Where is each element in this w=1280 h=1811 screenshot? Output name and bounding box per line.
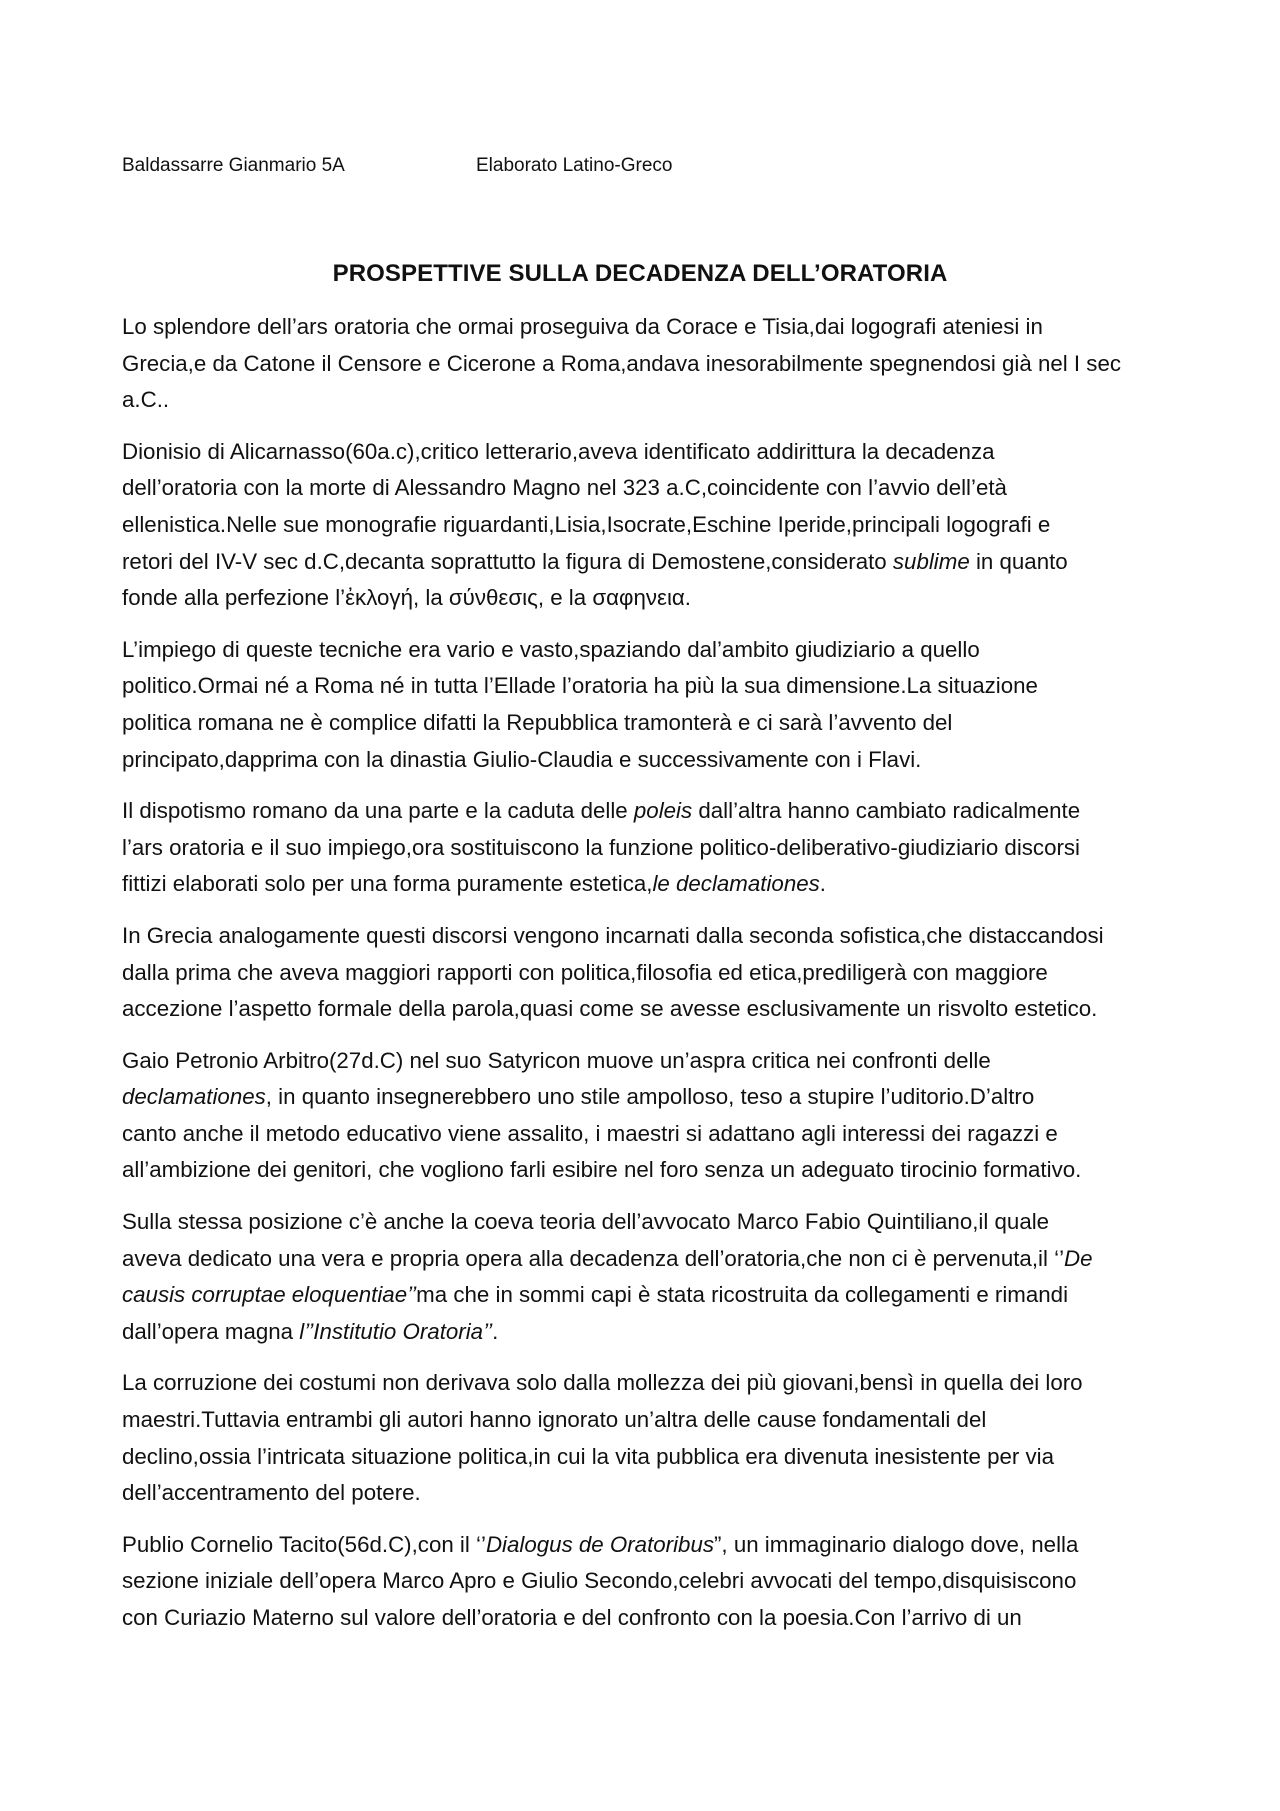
text-run: Dionisio di Alicarnasso(60a.c),critico letterario,aveva identificato addirittura la decadenza xyxy=(122,438,995,464)
document-body xyxy=(122,309,1172,1652)
text-run: . xyxy=(492,1318,499,1344)
paragraph-line xyxy=(122,1527,1172,1564)
text-run: aveva dedicato una vera e propria opera alla decadenza dell’oratoria,che non ci è pervenuta,il ‘’ xyxy=(122,1245,1065,1271)
text-run: all’ambizione dei genitori, che vogliono farli esibire nel foro senza un adeguato tirocinio formativo. xyxy=(122,1157,1082,1183)
paragraph-line xyxy=(122,470,1172,507)
text-run: fonde alla perfezione l’ἐκλογή, la σύνθεσις, e la σαφηνεια. xyxy=(122,585,691,611)
text-run: politica romana ne è complice difatti la Repubblica tramonterà e ci sarà l’avvento del xyxy=(122,709,953,735)
paragraph xyxy=(122,1527,1172,1637)
author-line: Baldassarre Gianmario 5A xyxy=(122,155,345,176)
italic-text: sublime xyxy=(892,548,970,574)
text-run: , in quanto insegnerebbero uno stile ampolloso, teso a stupire l’uditorio.D’altro xyxy=(265,1084,1035,1110)
paragraph-line xyxy=(122,1439,1172,1476)
paragraph-line xyxy=(122,544,1172,581)
paragraph-line xyxy=(122,382,1172,419)
text-run: Il dispotismo romano da una parte e la caduta delle xyxy=(122,798,634,824)
text-run: dell’oratoria con la morte di Alessandro Magno nel 323 a.C,coincidente con l’avvio dell’età xyxy=(122,475,1007,501)
text-run: in quanto xyxy=(969,548,1068,574)
text-run: l’ars oratoria e il suo impiego,ora sostituiscono la funzione politico-deliberativo-giudiziario discorsi xyxy=(122,834,1080,860)
paragraph-line xyxy=(122,1241,1172,1278)
paragraph xyxy=(122,309,1172,419)
text-run: Sulla stessa posizione c’è anche la coeva teoria dell’avvocato Marco Fabio Quintiliano,il quale xyxy=(122,1209,1050,1235)
paragraph-line xyxy=(122,1314,1172,1351)
paragraph-line xyxy=(122,1563,1172,1600)
text-run: dall’opera magna xyxy=(122,1318,300,1344)
paragraph-line xyxy=(122,742,1172,779)
paragraph-line xyxy=(122,991,1172,1028)
text-run: Grecia,e da Catone il Censore e Cicerone a Roma,andava inesorabilmente spegnendosi già nel I sec xyxy=(122,350,1121,376)
text-run: a.C.. xyxy=(122,387,170,413)
paragraph-line xyxy=(122,830,1172,867)
paragraph xyxy=(122,1365,1172,1511)
text-run: accezione l’aspetto formale della parola,quasi come se avesse esclusivamente un risvolto estetico. xyxy=(122,996,1098,1022)
paragraph-line xyxy=(122,668,1172,705)
text-run: ellenistica.Nelle sue monografie riguardanti,Lisia,Isocrate,Eschine Iperide,principali logografi e xyxy=(122,511,1051,537)
text-run: fittizi elaborati solo per una forma puramente estetica, xyxy=(122,871,653,897)
text-run: dalla prima che aveva maggiori rapporti con politica,filosofia ed etica,prediligerà con maggiore xyxy=(122,959,1048,985)
text-run: . xyxy=(819,871,826,897)
paragraph-line xyxy=(122,1043,1172,1080)
italic-text: le declamationes xyxy=(652,871,820,897)
paragraph-line xyxy=(122,793,1172,830)
text-run: dell’accentramento del potere. xyxy=(122,1480,421,1506)
paragraph xyxy=(122,918,1172,1028)
italic-text: De xyxy=(1064,1245,1093,1271)
paragraph-line xyxy=(122,434,1172,471)
paragraph-line xyxy=(122,1365,1172,1402)
paragraph-line xyxy=(122,632,1172,669)
document-title: PROSPETTIVE SULLA DECADENZA DELL’ORATORIA xyxy=(332,260,948,287)
text-run: In Grecia analogamente questi discorsi vengono incarnati dalla seconda sofistica,che distaccandosi xyxy=(122,922,1104,948)
paragraph-line xyxy=(122,918,1172,955)
paragraph-line xyxy=(122,346,1172,383)
text-run: maestri.Tuttavia entrambi gli autori hanno ignorato un’altra delle cause fondamentali del xyxy=(122,1407,987,1433)
text-run: politico.Ormai né a Roma né in tutta l’Ellade l’oratoria ha più la sua dimensione.La situazione xyxy=(122,673,1038,699)
paragraph-line xyxy=(122,866,1172,903)
paragraph-line xyxy=(122,580,1172,617)
text-run: ma che in sommi capi è stata ricostruita da collegamenti e rimandi xyxy=(416,1282,1069,1308)
text-run: Gaio Petronio Arbitro(27d.C) nel suo Satyricon muove un’aspra critica nei confronti delle xyxy=(122,1047,991,1073)
paragraph-line xyxy=(122,1277,1172,1314)
text-run: ”, un immaginario dialogo dove, nella xyxy=(714,1531,1079,1557)
text-run: canto anche il metodo educativo viene assalito, i maestri si adattano agli interessi dei ragazzi e xyxy=(122,1120,1058,1146)
italic-text: declamationes xyxy=(122,1084,266,1110)
text-run: dall’altra hanno cambiato radicalmente xyxy=(692,798,1081,824)
paragraph-line xyxy=(122,1475,1172,1512)
text-run: sezione iniziale dell’opera Marco Apro e Giulio Secondo,celebri avvocati del tempo,disquisiscono xyxy=(122,1568,1077,1594)
text-run: retori del IV-V sec d.C,decanta soprattutto la figura di Demostene,considerato xyxy=(122,548,893,574)
text-run: Lo splendore dell’ars oratoria che ormai proseguiva da Corace e Tisia,dai logografi ateniesi in xyxy=(122,314,1043,339)
paragraph-line xyxy=(122,1402,1172,1439)
paragraph-line xyxy=(122,705,1172,742)
paragraph-line xyxy=(122,507,1172,544)
paragraph-line xyxy=(122,1079,1172,1116)
italic-text: Dialogus de Oratoribus xyxy=(485,1531,714,1557)
text-run: con Curiazio Materno sul valore dell’oratoria e del confronto con la poesia.Con l’arrivo di un xyxy=(122,1605,1022,1630)
paragraph-line xyxy=(122,1204,1172,1241)
italic-text: l’’Institutio Oratoria’’ xyxy=(299,1318,493,1344)
paragraph xyxy=(122,434,1172,617)
paragraph xyxy=(122,1043,1172,1189)
subject-line: Elaborato Latino-Greco xyxy=(476,155,673,176)
paragraph xyxy=(122,793,1172,903)
text-run: La corruzione dei costumi non derivava solo dalla mollezza dei più giovani,bensì in quella dei loro xyxy=(122,1370,1083,1396)
paragraph-line xyxy=(122,1600,1172,1637)
paragraph-line xyxy=(122,309,1172,346)
italic-text: poleis xyxy=(633,798,693,824)
text-run: Publio Cornelio Tacito(56d.C),con il ‘’ xyxy=(122,1531,486,1557)
paragraph xyxy=(122,632,1172,778)
text-run: principato,dapprima con la dinastia Giulio-Claudia e successivamente con i Flavi. xyxy=(122,746,922,772)
text-run: L’impiego di queste tecniche era vario e vasto,spaziando dal’ambito giudiziario a quello xyxy=(122,636,980,662)
paragraph-line xyxy=(122,955,1172,992)
italic-text: causis corruptae eloquentiae’’ xyxy=(122,1282,417,1308)
paragraph xyxy=(122,1204,1172,1350)
paragraph-line xyxy=(122,1116,1172,1153)
paragraph-line xyxy=(122,1152,1172,1189)
text-run: declino,ossia l’intricata situazione politica,in cui la vita pubblica era divenuta inesistente per via xyxy=(122,1443,1055,1469)
